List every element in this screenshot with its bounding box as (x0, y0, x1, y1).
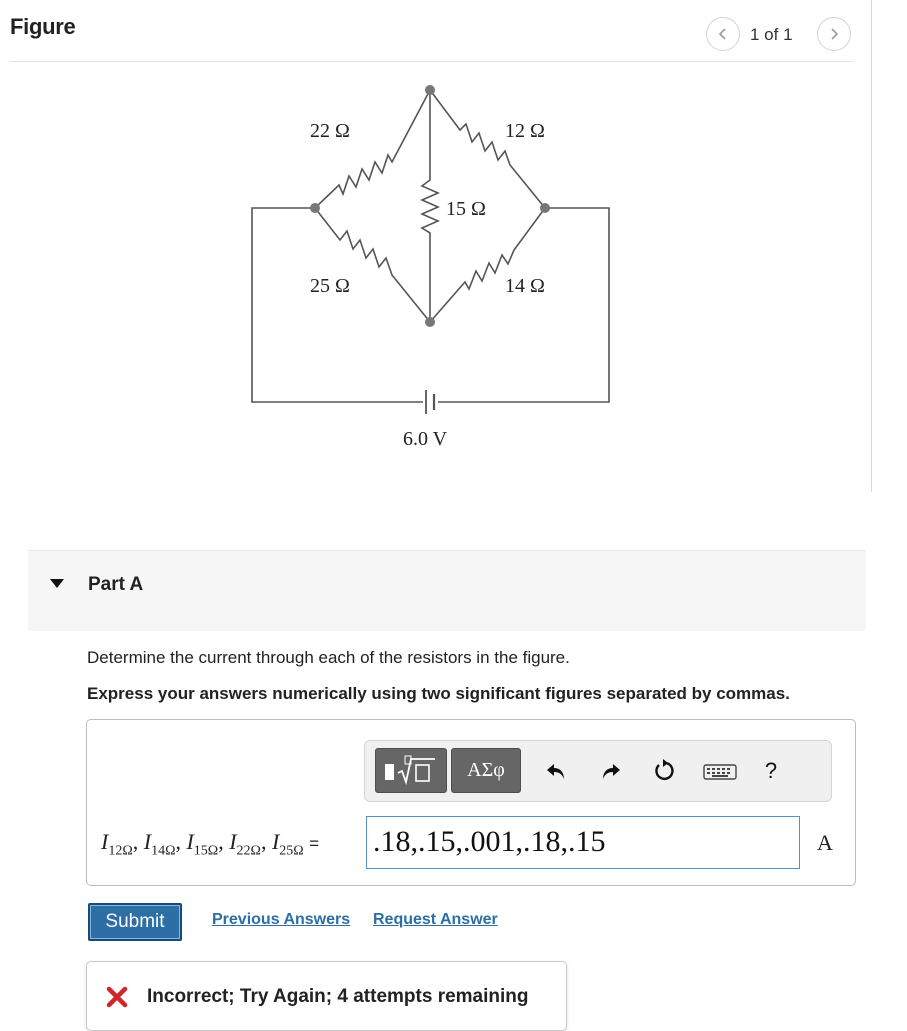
x-icon (106, 986, 128, 1008)
radical-template-icon (381, 754, 441, 788)
resistor-14-label: 14 Ω (505, 275, 545, 297)
answer-label-sub-15: 15Ω (193, 843, 219, 859)
instruction-text: Express your answers numerically using two significant figures separated by commas. (87, 684, 790, 703)
answer-label-sub-22: 22Ω (236, 843, 261, 859)
resistor-22-label: 22 Ω (310, 120, 350, 142)
previous-answers-link[interactable]: Previous Answers (212, 911, 351, 928)
answer-label-sub-14: 14Ω (151, 843, 176, 859)
answer-label-prefix: I (101, 829, 109, 854)
chevron-left-icon (716, 27, 730, 41)
pane-divider (871, 0, 872, 492)
circuit-diagram (240, 80, 630, 460)
undo-button[interactable] (541, 758, 571, 784)
answer-label: $I_{12\Omega}$, $I_{14\Omega}$, $I_{15\Omega}$, $I_{22\Omega}$, $I_{25\Omega}$ = (101, 829, 320, 859)
answer-label-prefix: I (186, 829, 194, 854)
submit-button[interactable]: Submit (88, 903, 182, 941)
keyboard-icon (703, 761, 737, 783)
keyboard-button[interactable] (700, 758, 740, 786)
figure-pager-count: 1 of 1 (750, 25, 793, 44)
answer-label-sub-25: 25Ω (279, 843, 304, 859)
figure-title: Figure (10, 14, 76, 39)
next-figure-button[interactable] (817, 17, 851, 51)
resistor-25-label: 25 Ω (310, 275, 350, 297)
answer-label-prefix: I (229, 829, 237, 854)
request-answer-link[interactable]: Request Answer (373, 911, 498, 928)
answer-input[interactable]: .18,.15,.001,.18,.15 (366, 816, 800, 869)
collapse-triangle-icon[interactable] (49, 578, 65, 590)
previous-figure-button[interactable] (706, 17, 740, 51)
answer-equals: = (309, 834, 320, 853)
reset-button[interactable] (649, 756, 679, 786)
chevron-right-icon (827, 27, 841, 41)
undo-icon (544, 761, 568, 781)
help-button[interactable]: ? (764, 758, 778, 783)
reset-icon (651, 758, 677, 784)
resistor-15-label: 15 Ω (446, 198, 486, 220)
answer-label-sub-12: 12Ω (108, 843, 133, 859)
redo-button[interactable] (596, 758, 626, 784)
battery-label: 6.0 V (403, 428, 448, 450)
templates-button[interactable] (375, 748, 447, 793)
header-divider (10, 61, 852, 62)
redo-icon (599, 761, 623, 781)
answer-label-prefix: I (143, 829, 152, 854)
question-text: Determine the current through each of the resistors in the figure. (87, 648, 570, 667)
part-header[interactable] (28, 550, 866, 631)
resistor-12-label: 12 Ω (505, 120, 545, 142)
answer-label-prefix: I (271, 829, 280, 854)
feedback-text: Incorrect; Try Again; 4 attempts remaining (147, 986, 529, 1007)
answer-unit: A (817, 830, 833, 855)
symbols-button[interactable]: ΑΣφ (451, 748, 521, 793)
part-label: Part A (88, 574, 144, 595)
